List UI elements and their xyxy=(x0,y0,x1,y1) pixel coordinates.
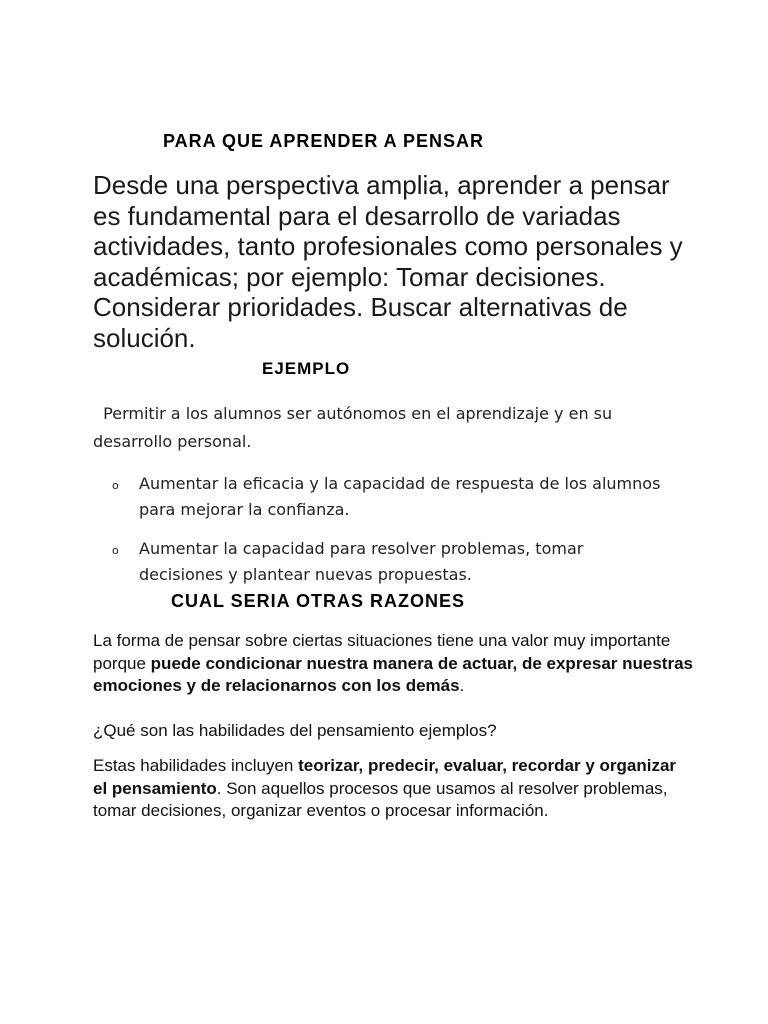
example-lead-text: Permitir a los alumnos ser autónomos en el aprendizaje y en su desarrollo personal. xyxy=(93,404,613,451)
reasons-bold: puede condicionar nuestra manera de actuar, de expresar nuestras emociones y de relacionarnos con los demás xyxy=(93,653,693,695)
bullet-text: Aumentar la capacidad para resolver problemas, tomar decisiones y plantear nuevas propuestas. xyxy=(139,539,584,584)
reasons-heading: CUAL SERIA OTRAS RAZONES xyxy=(171,591,466,611)
list-item xyxy=(112,536,672,588)
reasons-lead: La forma de pensar sobre ciertas situaciones tiene una valor muy importante porque xyxy=(93,631,671,673)
bullet-circle-icon: o xyxy=(112,479,119,492)
example-lead-paragraph xyxy=(93,400,673,456)
skills-lead: Estas habilidades incluyen xyxy=(93,756,299,775)
bullet-text: Aumentar la eficacia y la capacidad de respuesta de los alumnos para mejorar la confianza. xyxy=(139,474,661,519)
skills-bold: teorizar, predecir, evaluar, recordar y organizar el pensamiento xyxy=(93,756,677,798)
question-line: ¿Qué son las habilidades del pensamiento ejemplos? xyxy=(93,721,497,740)
reasons-tail: . xyxy=(459,676,465,695)
example-heading: EJEMPLO xyxy=(262,359,351,378)
intro-paragraph: Desde una perspectiva amplia, aprender a pensar es fundamental para el desarrollo de variadas actividades, tanto profesionales como personales y académicas; por ejemplo: Tomar decisiones. Considerar prioridades. Buscar alternativas de solución. xyxy=(93,170,683,353)
list-item xyxy=(112,471,672,523)
bullet-list-1 xyxy=(112,471,672,523)
bullet-circle-icon: o xyxy=(112,544,119,557)
bullet-list-2 xyxy=(112,536,672,588)
skills-paragraph xyxy=(93,755,693,823)
title-heading: PARA QUE APRENDER A PENSAR xyxy=(163,131,485,151)
skills-tail: . Son aquellos procesos que usamos al resolver problemas, tomar decisiones, organizar eventos o procesar información. xyxy=(93,778,668,820)
reasons-paragraph xyxy=(93,630,693,698)
